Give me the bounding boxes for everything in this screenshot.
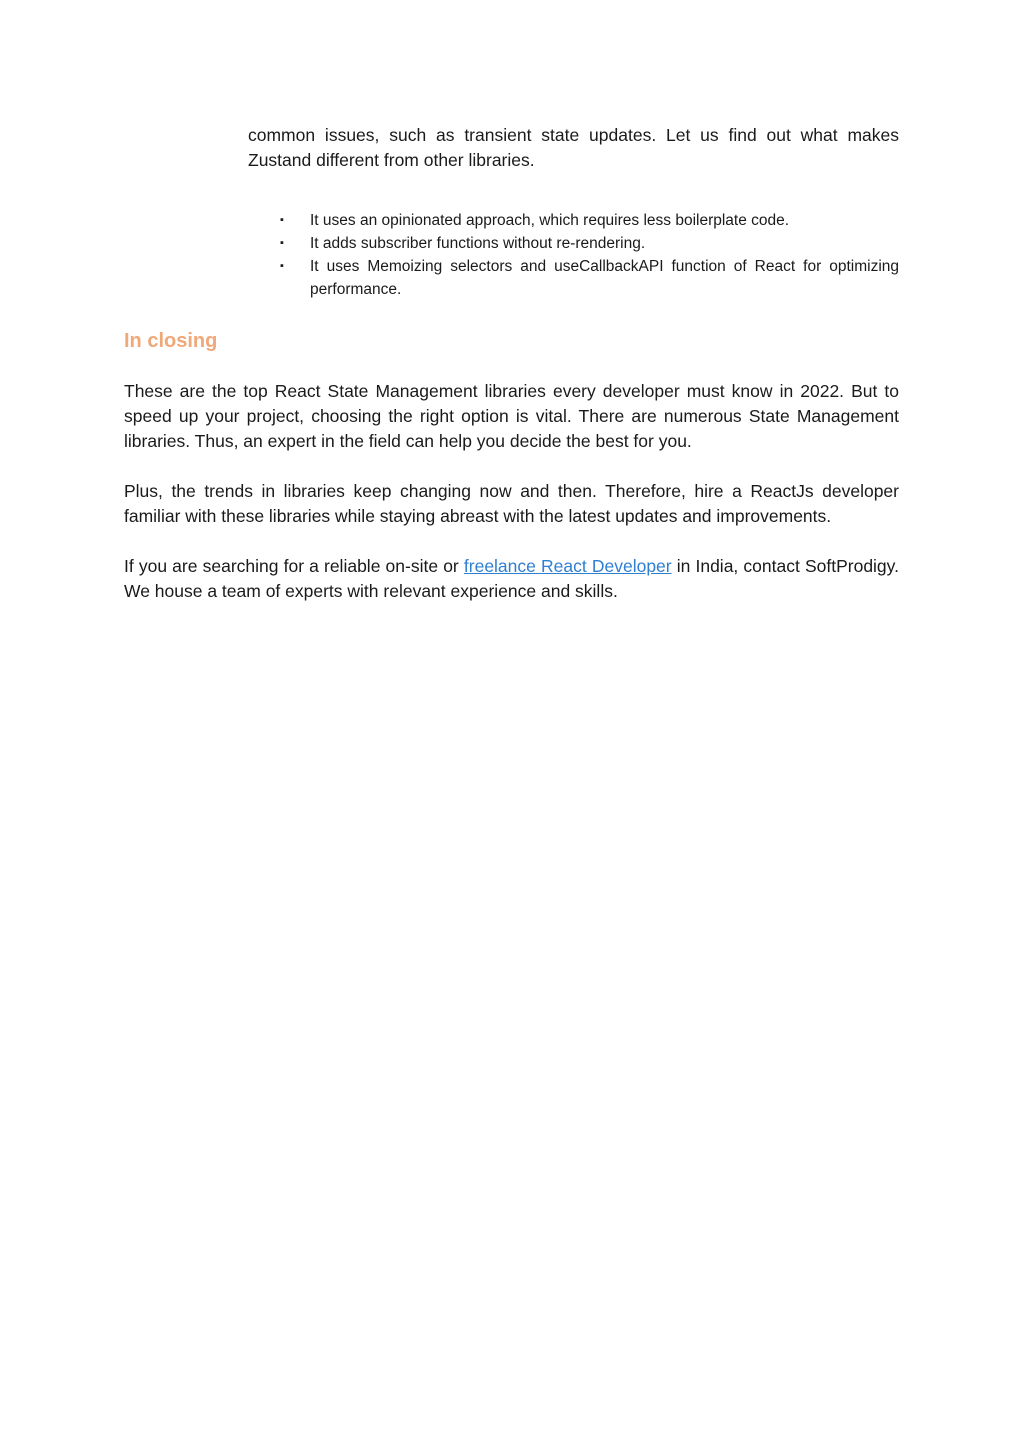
list-item bbox=[248, 209, 899, 232]
square-bullet-icon: ▪ bbox=[280, 260, 284, 272]
closing-paragraph-1: These are the top React State Management libraries every developer must know in 2022. But to speed up your project, choosing the right option is vital. There are numerous State Management libraries. Thus, an expert in the field can help you decide the best for you. bbox=[124, 381, 899, 451]
spacer bbox=[124, 529, 899, 554]
list-item bbox=[248, 232, 899, 255]
list-item bbox=[248, 255, 899, 301]
feature-bullet-list bbox=[248, 209, 899, 301]
list-item-text: It uses an opinionated approach, which requires less boilerplate code. bbox=[310, 212, 790, 229]
freelance-react-developer-link[interactable]: freelance React Developer bbox=[463, 556, 672, 576]
paragraph-text: in India, contact SoftProdigy. We house a team of experts with relevant experience and skills. bbox=[124, 556, 899, 601]
square-bullet-icon: ▪ bbox=[280, 214, 284, 226]
list-item-text: It uses Memoizing selectors and useCallbackAPI function of React for optimizing performance. bbox=[310, 258, 899, 298]
page-content bbox=[124, 123, 899, 604]
closing-paragraph-2: Plus, the trends in libraries keep changing now and then. Therefore, hire a ReactJs developer familiar with these libraries while staying abreast with the latest updates and improvements. bbox=[124, 481, 899, 526]
section-heading: In closing bbox=[124, 330, 218, 352]
intro-paragraph: common issues, such as transient state updates. Let us find out what makes Zustand different from other libraries. bbox=[248, 125, 899, 170]
closing-paragraph-3 bbox=[124, 554, 899, 604]
list-item-text: It adds subscriber functions without re-rendering. bbox=[310, 235, 646, 252]
spacer bbox=[124, 354, 899, 379]
spacer bbox=[124, 454, 899, 479]
square-bullet-icon: ▪ bbox=[280, 237, 284, 249]
paragraph-text: If you are searching for a reliable on-site or bbox=[124, 556, 464, 576]
